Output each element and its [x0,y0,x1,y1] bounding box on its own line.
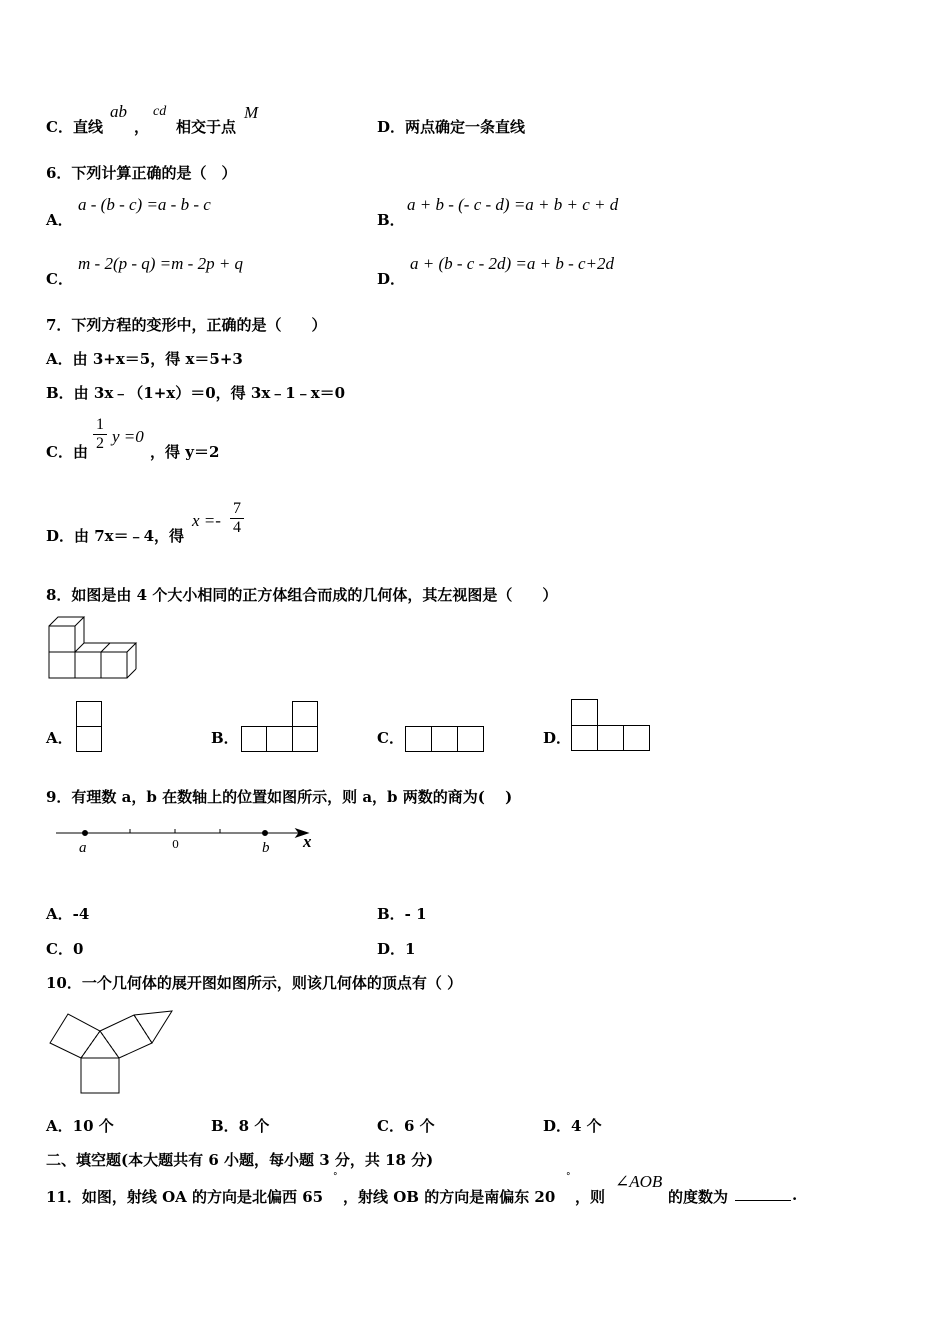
q10-stem: 10．一个几何体的展开图如图所示，则该几何体的顶点有（ ） [46,974,463,992]
q9-option-c: C．0 [46,940,84,958]
q7-option-d-x: x =- [192,511,221,530]
q5-point-m: M [244,103,259,122]
q11-angle-aob: ∠AOB [615,1172,663,1191]
q6-option-c-label: C． [46,270,73,288]
q9-option-a: A．-4 [46,905,90,923]
q9-option-d: D．1 [377,940,416,958]
q7-option-d-fraction [230,500,244,537]
q8-option-c-view [405,726,487,754]
q7-option-c-result: ，得 y＝2 [150,443,220,461]
q6-option-b-label: B． [377,211,405,229]
q10-option-c: C．6 个 [377,1117,435,1135]
q6-stem: 6．下列计算正确的是（ ） [46,164,237,182]
q5-option-c-mid: 相交于点 [176,118,237,136]
q5-option-c-label: C．直线 [46,118,103,136]
q8-option-a-label: A． [46,729,73,747]
q5-line-cd: cd [153,104,167,119]
q8-option-a-view [76,701,104,755]
q9-axis-label-x: x [303,832,312,851]
q9-axis-label-a: a [79,840,87,856]
q8-cube-solid-figure [46,614,141,680]
q9-stem: 9．有理数 a，b 在数轴上的位置如图所示，则 a，b 两数的商为( ) [46,788,513,806]
q11-degree-mark-2: ° [566,1172,571,1182]
q8-option-b-view [241,701,321,755]
q5-line-ab: ab [110,102,127,121]
q7-option-c-equation: y =0 [112,427,144,446]
q7-option-d-label: D．由 7x＝﹣4，得 [46,527,185,545]
q10-net-figure [46,1005,181,1100]
q9-number-line [56,820,326,860]
q6-option-a-label: A． [46,211,73,229]
q11-answer-blank[interactable] [735,1186,791,1205]
q7-stem: 7．下列方程的变形中，正确的是（ ） [46,316,327,334]
q8-option-b-label: B． [211,729,239,747]
q6-option-b-expr: a + b - (- c - d) =a + b + c + d [407,195,619,214]
q7-option-c-denominator: 2 [93,434,107,453]
q9-option-b: B．- 1 [377,905,427,923]
q5-comma: ， [134,118,150,136]
q6-option-d-label: D． [377,270,406,288]
q11-text-part4: 的度数为 [668,1188,729,1206]
q8-option-d-label: D． [543,729,572,747]
q6-option-a-expr: a - (b - c) =a - b - c [78,195,211,214]
q11-text-part2: ，射线 OB 的方向是南偏东 20 [343,1188,556,1206]
q6-option-c-expr: m - 2(p - q) =m - 2p + q [78,254,244,273]
q7-option-c-numerator: 1 [96,416,104,433]
q7-option-c-fraction [93,416,107,453]
q8-stem: 8．如图是由 4 个大小相同的正方体组合而成的几何体，其左视图是（ ） [46,586,558,604]
q11-end-period: . [792,1186,798,1204]
q8-option-c-label: C． [377,729,404,747]
q6-option-d-expr: a + (b - c - 2d) =a + b - c+2d [410,254,615,273]
q5-option-d: D．两点确定一条直线 [377,118,526,136]
q7-option-d-denominator: 4 [230,518,244,537]
q11-degree-mark-1: ° [333,1172,338,1182]
q7-option-a: A．由 3+x＝5，得 x＝5+3 [46,350,243,368]
section-2-title: 二、填空题(本大题共有 6 小题，每小题 3 分，共 18 分) [46,1151,434,1169]
q8-option-d-view [571,699,653,754]
q7-option-d-numerator: 7 [233,500,241,517]
q10-option-d: D．4 个 [543,1117,602,1135]
q10-option-a: A．10 个 [46,1117,114,1135]
q9-axis-label-b: b [262,840,270,856]
q7-option-c-label: C．由 [46,443,88,461]
q9-axis-label-zero: 0 [172,838,179,851]
q11-text-part3: ，则 [575,1188,606,1206]
q10-option-b: B．8 个 [211,1117,270,1135]
q7-option-b: B．由 3x﹣（1+x）＝0，得 3x﹣1﹣x＝0 [46,384,346,402]
q11-text-part1: 11．如图，射线 OA 的方向是北偏西 65 [46,1188,324,1206]
